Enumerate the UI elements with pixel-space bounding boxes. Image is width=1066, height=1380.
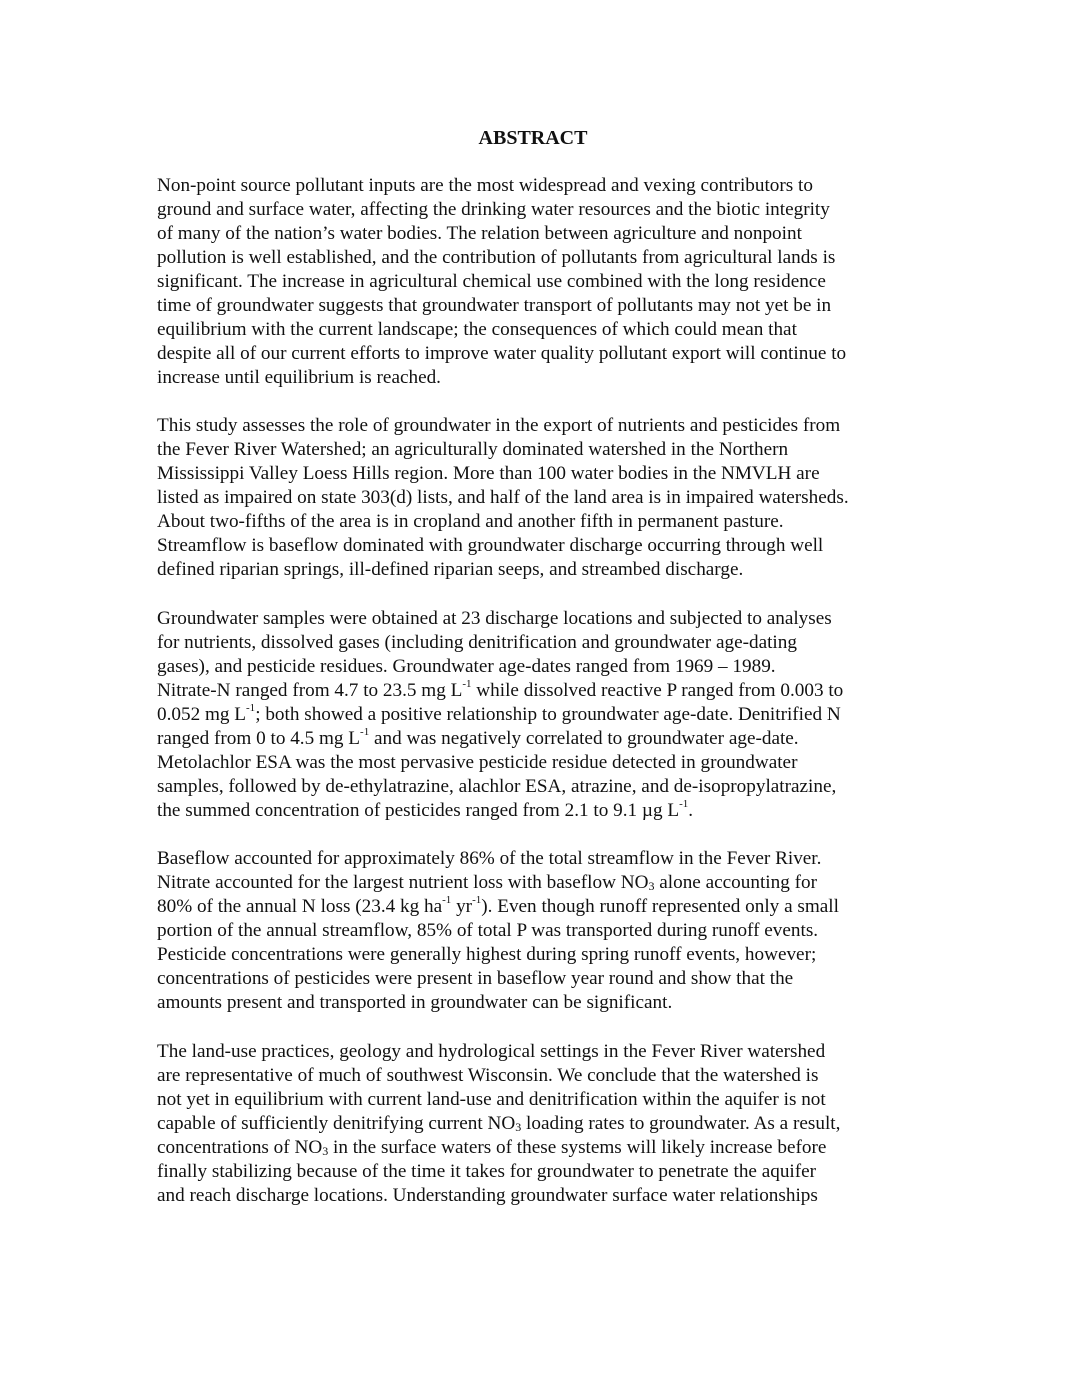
text-segment: concentrations of NO <box>157 1137 323 1158</box>
superscript: -1 <box>442 893 452 906</box>
text-line: of many of the nation’s water bodies. The relation between agriculture and nonpoint <box>157 223 802 244</box>
text-line: not yet in equilibrium with current land-use and denitrification within the aquifer is not <box>157 1089 826 1110</box>
text-segment: in the surface waters of these systems will likely increase before <box>328 1137 827 1158</box>
text-segment: the summed concentration of pesticides ranged from 2.1 to 9.1 µg L <box>157 800 680 821</box>
text-line: increase until equilibrium is reached. <box>157 367 441 388</box>
text-line: time of groundwater suggests that groundwater transport of pollutants may not yet be in <box>157 295 832 316</box>
text-line: pollution is well established, and the contribution of pollutants from agricultural lands is <box>157 247 836 268</box>
text-line: Groundwater samples were obtained at 23 discharge locations and subjected to analyses <box>157 608 832 629</box>
superscript: -1 <box>679 797 689 810</box>
subscript: 3 <box>648 879 655 893</box>
text-line: Metolachlor ESA was the most pervasive pesticide residue detected in groundwater <box>157 752 798 773</box>
text-segment: ; both showed a positive relationship to groundwater age-date. Denitrified N <box>255 704 841 725</box>
text-line: listed as impaired on state 303(d) lists, and half of the land area is in impaired watersheds. <box>157 487 849 508</box>
text-line: About two-fifths of the area is in cropland and another fifth in permanent pasture. <box>157 511 784 532</box>
paragraph-4 <box>157 847 937 1015</box>
text-line: portion of the annual streamflow, 85% of total P was transported during runoff events. <box>157 920 819 941</box>
text-segment: 0.052 mg L <box>157 704 247 725</box>
text-line: finally stabilizing because of the time it takes for groundwater to penetrate the aquifer <box>157 1161 817 1182</box>
text-segment: ranged from 0 to 4.5 mg L <box>157 728 361 749</box>
text-segment: Nitrate-N ranged from 4.7 to 23.5 mg L <box>157 680 463 701</box>
text-segment: Nitrate accounted for the largest nutrient loss with baseflow NO <box>157 872 649 893</box>
superscript: -1 <box>472 893 482 906</box>
text-line <box>157 895 937 919</box>
paragraph-1 <box>157 174 937 390</box>
text-line: for nutrients, dissolved gases (including denitrification and groundwater age-dating <box>157 632 797 653</box>
superscript: -1 <box>360 725 370 738</box>
text-line: despite all of our current efforts to improve water quality pollutant export will continue to <box>157 343 847 364</box>
text-line: and reach discharge locations. Understanding groundwater surface water relationships <box>157 1185 818 1206</box>
text-segment: . <box>688 800 694 821</box>
superscript: -1 <box>462 677 472 690</box>
text-line: defined riparian springs, ill-defined riparian seeps, and streambed discharge. <box>157 559 744 580</box>
text-line <box>157 679 937 703</box>
text-line: The land-use practices, geology and hydrological settings in the Fever River watershed <box>157 1041 826 1062</box>
text-line: This study assesses the role of groundwater in the export of nutrients and pesticides from <box>157 415 841 436</box>
paragraph-5 <box>157 1040 937 1208</box>
text-segment: ). Even though runoff represented only a small <box>481 896 839 917</box>
text-line: Pesticide concentrations were generally highest during spring runoff events, however; <box>157 944 817 965</box>
text-line <box>157 703 937 727</box>
text-line: Streamflow is baseflow dominated with groundwater discharge occurring through well <box>157 535 824 556</box>
text-line: equilibrium with the current landscape; the consequences of which could mean that <box>157 319 797 340</box>
text-line <box>157 1112 937 1136</box>
subscript: 3 <box>515 1120 522 1134</box>
text-line: gases), and pesticide residues. Groundwater age-dates ranged from 1969 – 1989. <box>157 656 776 677</box>
text-segment: alone accounting for <box>654 872 817 893</box>
text-line <box>157 727 937 751</box>
text-segment: while dissolved reactive P ranged from 0.003 to <box>471 680 844 701</box>
text-segment: yr <box>451 896 473 917</box>
text-line: are representative of much of southwest Wisconsin. We conclude that the watershed is <box>157 1065 819 1086</box>
abstract-heading: ABSTRACT <box>478 127 588 149</box>
paragraph-2 <box>157 414 937 582</box>
text-line: Baseflow accounted for approximately 86% of the total streamflow in the Fever River. <box>157 848 822 869</box>
text-segment: 80% of the annual N loss (23.4 kg ha <box>157 896 443 917</box>
text-segment: and was negatively correlated to groundwater age-date. <box>369 728 799 749</box>
text-line: ground and surface water, affecting the drinking water resources and the biotic integrity <box>157 199 830 220</box>
text-line: Non-point source pollutant inputs are the most widespread and vexing contributors to <box>157 175 813 196</box>
text-line: significant. The increase in agricultural chemical use combined with the long residence <box>157 271 826 292</box>
paragraph-3 <box>157 607 937 823</box>
text-line <box>157 1136 937 1160</box>
text-line <box>157 799 937 823</box>
text-segment: capable of sufficiently denitrifying current NO <box>157 1113 516 1134</box>
subscript: 3 <box>322 1144 329 1158</box>
text-line: Mississippi Valley Loess Hills region. More than 100 water bodies in the NMVLH are <box>157 463 820 484</box>
text-line <box>157 871 937 895</box>
text-line: amounts present and transported in groundwater can be significant. <box>157 992 673 1013</box>
text-line: the Fever River Watershed; an agriculturally dominated watershed in the Northern <box>157 439 789 460</box>
text-line: samples, followed by de-ethylatrazine, alachlor ESA, atrazine, and de-isopropylatrazine, <box>157 776 837 797</box>
text-line: concentrations of pesticides were present in baseflow year round and show that the <box>157 968 794 989</box>
superscript: -1 <box>246 701 256 714</box>
text-segment: loading rates to groundwater. As a result, <box>521 1113 841 1134</box>
